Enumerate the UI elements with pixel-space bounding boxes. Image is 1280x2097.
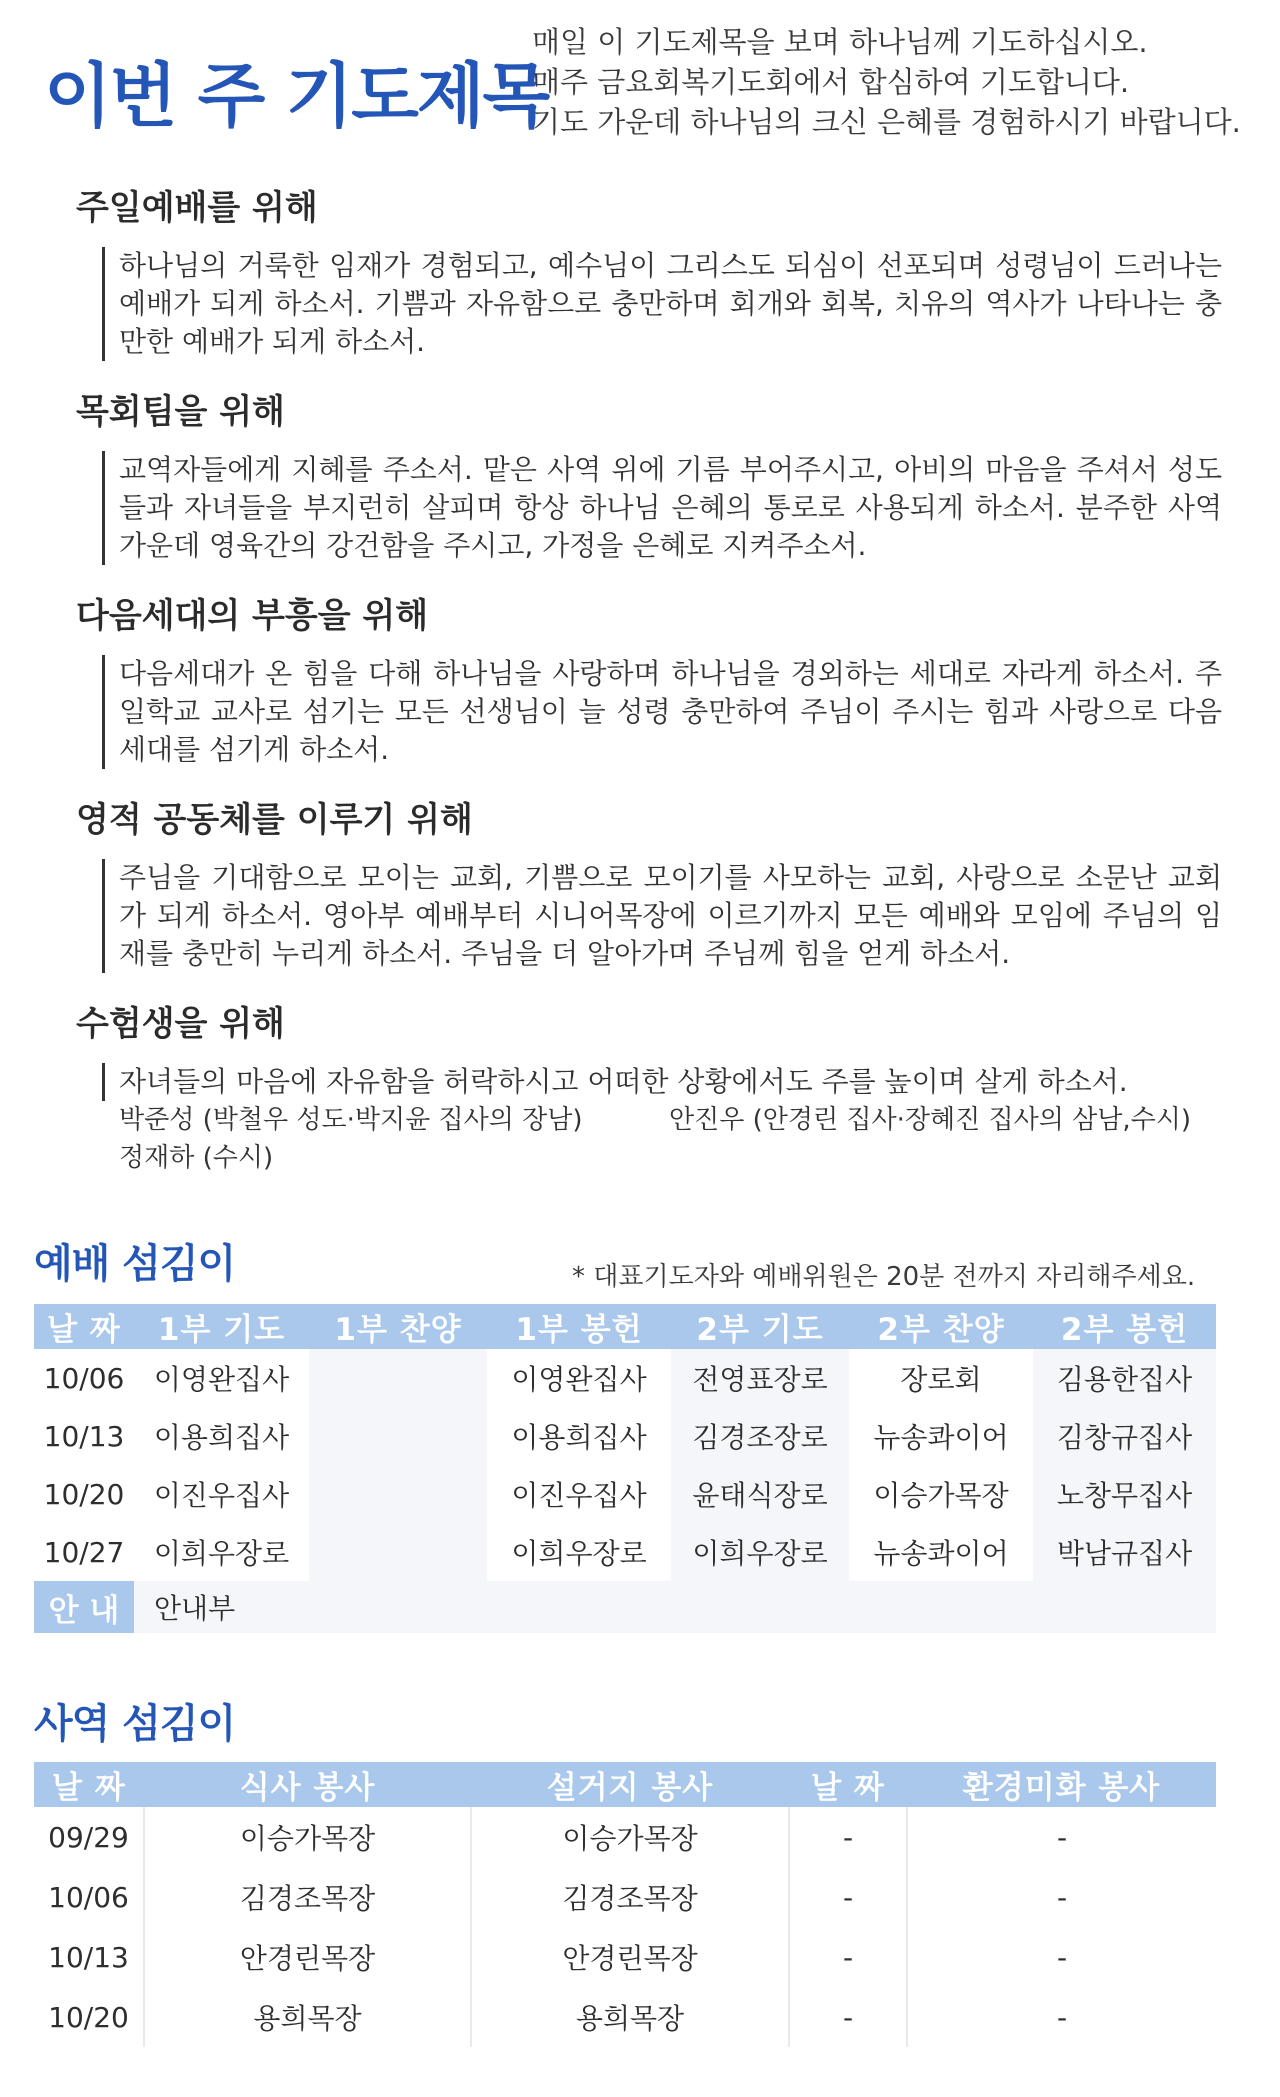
page-title: 이번 주 기도제목 — [44, 55, 549, 137]
date-cell: 10/20 — [43, 1477, 125, 1511]
intro-line: 매일 이 기도제목을 보며 하나님께 기도하십시오. — [532, 25, 1148, 59]
column-header: 2부 봉헌 — [1033, 1304, 1216, 1349]
table-row — [34, 1987, 1216, 2047]
ministry-table — [34, 1762, 1216, 2047]
worship-table — [34, 1304, 1216, 1633]
prayer-item-students — [76, 996, 1236, 1177]
table-cell: 이승가목장 — [144, 1807, 471, 1867]
prayer-title: 영적 공동체를 이루기 위해 — [76, 800, 473, 840]
table-row — [34, 1523, 1216, 1581]
table-cell: - — [789, 1927, 907, 1987]
date-cell: 10/13 — [34, 1927, 144, 1987]
table-cell: 이진우집사 — [153, 1479, 290, 1512]
prayer-body: 교역자들에게 지혜를 주소서. 맡은 사역 위에 기름 부어주시고, 아비의 마음을 주셔서 성도들과 자녀들을 부지런히 살피며 항상 하나님 은혜의 통로로 사용되게 하소서. 분주한 사역가운데 영육간의 강건함을 주시고, 가정을 은혜로 지켜주소서. — [102, 451, 1222, 565]
table-cell: - — [1056, 1880, 1068, 1914]
table-cell: - — [1056, 1820, 1068, 1854]
table-cell: 이희우장로 — [153, 1537, 290, 1570]
intro-line: 매주 금요회복기도회에서 합심하여 기도합니다. — [532, 65, 1130, 99]
table-cell: 용희목장 — [144, 1987, 471, 2047]
guide-row — [34, 1581, 1216, 1633]
table-cell: 김경조목장 — [144, 1867, 471, 1927]
table-cell — [309, 1349, 487, 1407]
column-header: 1부 기도 — [134, 1304, 309, 1349]
prayer-title: 주일예배를 위해 — [76, 188, 318, 228]
table-cell: 박남규집사 — [1033, 1523, 1216, 1581]
table-cell — [309, 1407, 487, 1465]
table-cell: 김창규집사 — [1033, 1407, 1216, 1465]
column-header: 날 짜 — [34, 1304, 134, 1349]
intro-line: 기도 가운데 하나님의 크신 은혜를 경험하시기 바랍니다. — [532, 105, 1241, 139]
table-cell: 뉴송콰이어 — [873, 1421, 1009, 1454]
table-cell: 이영완집사 — [511, 1363, 647, 1396]
table-cell: 이희우장로 — [671, 1523, 849, 1581]
student-name: 박준성 (박철우 성도·박지윤 집사의 장남) — [119, 1105, 583, 1135]
worship-section-title: 예배 섬김이 — [34, 1241, 236, 1287]
table-cell: 이승가목장 — [471, 1807, 789, 1867]
date-cell: 10/06 — [43, 1361, 125, 1395]
prayer-body: 하나님의 거룩한 임재가 경험되고, 예수님이 그리스도 되심이 선포되며 성령님이 드러나는 예배가 되게 하소서. 기쁨과 자유함으로 충만하며 회개와 회복, 치유의 역사가 나타나는 충만한 예배가 되게 하소서. — [102, 247, 1222, 361]
prayer-title: 목회팀을 위해 — [76, 392, 285, 432]
prayer-item-pastoral-team — [76, 384, 1236, 565]
column-header: 식사 봉사 — [144, 1762, 471, 1807]
column-header: 1부 찬양 — [309, 1304, 487, 1349]
date-cell: 10/06 — [34, 1867, 144, 1927]
table-cell: 이희우장로 — [511, 1537, 647, 1570]
column-header: 날 짜 — [34, 1762, 144, 1807]
table-cell: 윤태식장로 — [671, 1465, 849, 1523]
prayer-title: 다음세대의 부흥을 위해 — [76, 596, 429, 636]
table-row — [34, 1349, 1216, 1407]
table-cell — [309, 1523, 487, 1581]
prayer-item-sunday-worship — [76, 180, 1236, 361]
table-cell: 이승가목장 — [873, 1479, 1009, 1512]
table-cell: 이용희집사 — [511, 1421, 647, 1454]
column-header: 2부 기도 — [671, 1304, 849, 1349]
student-name: 정재하 (수시) — [119, 1143, 274, 1173]
table-cell — [309, 1465, 487, 1523]
date-cell: 09/29 — [34, 1807, 144, 1867]
table-cell: - — [789, 1807, 907, 1867]
student-name: 안진우 (안경린 집사·장혜진 집사의 삼남,수시) — [669, 1105, 1191, 1135]
table-row — [34, 1407, 1216, 1465]
table-header-row — [34, 1762, 1216, 1807]
table-cell: 뉴송콰이어 — [873, 1537, 1009, 1570]
table-cell: 이진우집사 — [511, 1479, 647, 1512]
table-cell: 이용희집사 — [153, 1421, 290, 1454]
prayer-item-spiritual-community — [76, 792, 1236, 973]
table-row — [34, 1867, 1216, 1927]
table-cell: - — [789, 1987, 907, 2047]
student-names — [119, 1101, 1236, 1177]
table-cell: 장로회 — [900, 1363, 982, 1396]
prayer-body: 다음세대가 온 힘을 다해 하나님을 사랑하며 하나님을 경외하는 세대로 자라게 하소서. 주일학교 교사로 섬기는 모든 선생님이 늘 성령 충만하여 주님이 주시는 힘과 사랑으로 다음세대를 섬기게 하소서. — [102, 655, 1222, 769]
table-cell: 이영완집사 — [153, 1363, 290, 1396]
table-cell: 김용한집사 — [1033, 1349, 1216, 1407]
guide-value: 안내부 — [134, 1581, 1216, 1633]
date-cell: 10/13 — [43, 1419, 125, 1453]
table-row — [34, 1807, 1216, 1867]
prayer-body: 자녀들의 마음에 자유함을 허락하시고 어떠한 상황에서도 주를 높이며 살게 하소서. — [102, 1063, 1222, 1101]
table-cell: 전영표장로 — [671, 1349, 849, 1407]
table-row — [34, 1465, 1216, 1523]
column-header: 설거지 봉사 — [471, 1762, 789, 1807]
ministry-section-title: 사역 섬김이 — [34, 1701, 236, 1747]
table-row — [34, 1927, 1216, 1987]
column-header: 환경미화 봉사 — [907, 1762, 1216, 1807]
table-cell: 김경조장로 — [671, 1407, 849, 1465]
date-cell: 10/27 — [43, 1535, 125, 1569]
table-cell: - — [789, 1867, 907, 1927]
column-header: 2부 찬양 — [849, 1304, 1033, 1349]
worship-note: * 대표기도자와 예배위원은 20분 전까지 자리해주세요. — [572, 1262, 1196, 1292]
table-header-row — [34, 1304, 1216, 1349]
intro-text — [532, 22, 1241, 142]
table-cell: 안경린목장 — [144, 1927, 471, 1987]
date-cell: 10/20 — [34, 1987, 144, 2047]
table-cell: 안경린목장 — [471, 1927, 789, 1987]
guide-label: 안 내 — [34, 1581, 134, 1633]
table-cell: - — [1056, 2000, 1068, 2034]
page-header — [44, 22, 1244, 142]
column-header: 1부 봉헌 — [487, 1304, 671, 1349]
table-cell: 용희목장 — [471, 1987, 789, 2047]
prayer-item-next-generation — [76, 588, 1236, 769]
prayer-body: 주님을 기대함으로 모이는 교회, 기쁨으로 모이기를 사모하는 교회, 사랑으로 소문난 교회가 되게 하소서. 영아부 예배부터 시니어목장에 이르기까지 모든 예배와 모임에 주님의 임재를 충만히 누리게 하소서. 주님을 더 알아가며 주님께 힘을 얻게 하소서. — [102, 859, 1222, 973]
table-cell: - — [1056, 1940, 1068, 1974]
column-header: 날 짜 — [789, 1762, 907, 1807]
prayer-title: 수험생을 위해 — [76, 1004, 285, 1044]
table-cell: 김경조목장 — [471, 1867, 789, 1927]
table-cell: 노창무집사 — [1033, 1465, 1216, 1523]
